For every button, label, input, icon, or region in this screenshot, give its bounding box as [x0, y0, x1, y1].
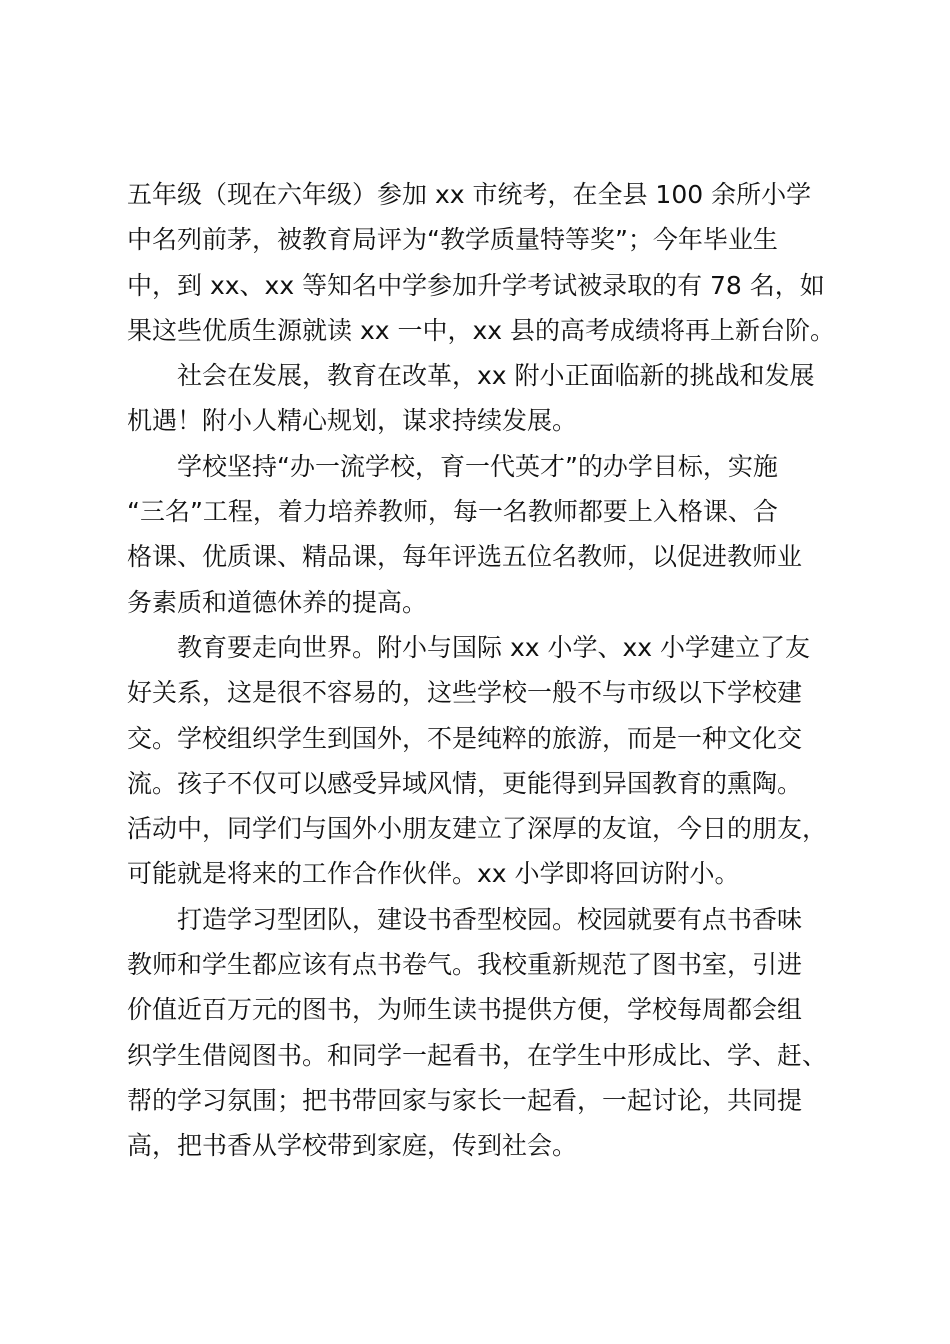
paragraph-4 [127, 625, 857, 897]
text-line: 五年级（现在六年级）参加 xx 市统考，在全县 100 余所小学 [127, 180, 812, 209]
paragraph-1 [127, 172, 857, 353]
text-line: 学校坚持“办一流学校，育一代英才”的办学目标，实施 [177, 451, 778, 481]
paragraph-2 [127, 353, 857, 444]
text-line: 机遇！附小人精心规划，谋求持续发展。 [127, 406, 578, 436]
text-line: 织学生借阅图书。和同学一起看书，在学生中形成比、学、赶、 [127, 1040, 828, 1070]
text-line: 格课、优质课、精品课，每年评选五位名教师，以促进教师业 [127, 542, 803, 572]
text-line: 好关系，这是很不容易的，这些学校一般不与市级以下学校建 [127, 678, 803, 708]
text-line: 帮的学习氛围；把书带回家与家长一起看，一起讨论，共同提 [127, 1085, 803, 1115]
text-line: 高，把书香从学校带到家庭，传到社会。 [127, 1131, 578, 1161]
text-line: 价值近百万元的图书，为师生读书提供方便，学校每周都会组 [127, 995, 803, 1025]
text-line: 社会在发展，教育在改革，xx 附小正面临新的挑战和发展 [177, 361, 815, 391]
paragraph-5 [127, 897, 857, 1169]
text-line: 交。学校组织学生到国外，不是纯粹的旅游，而是一种文化交 [127, 723, 803, 753]
text-line: 流。孩子不仅可以感受异域风情，更能得到异国教育的熏陶。 [127, 768, 803, 798]
text-line: “三名”工程，着力培养教师，每一名教师都要上入格课、合 [127, 497, 778, 527]
text-line: 教师和学生都应该有点书卷气。我校重新规范了图书室，引进 [127, 950, 803, 980]
text-line: 打造学习型团队，建设书香型校园。校园就要有点书香味 [177, 904, 803, 934]
text-line: 教育要走向世界。附小与国际 xx 小学、xx 小学建立了友 [177, 632, 811, 662]
text-line: 务素质和道德休养的提高。 [127, 587, 428, 617]
text-line: 果这些优质生源就读 xx 一中，xx 县的高考成绩将再上新台阶。 [127, 315, 836, 345]
text-line: 中名列前茅，被教育局评为“教学质量特等奖”；今年毕业生 [127, 225, 778, 255]
text-line: 活动中，同学们与国外小朋友建立了深厚的友谊，今日的朋友， [127, 814, 828, 844]
paragraph-3 [127, 444, 857, 625]
document-body [127, 172, 857, 1169]
text-line: 中，到 xx、xx 等知名中学参加升学考试被录取的有 78 名，如 [127, 270, 825, 300]
text-line: 可能就是将来的工作合作伙伴。xx 小学即将回访附小。 [127, 859, 740, 889]
